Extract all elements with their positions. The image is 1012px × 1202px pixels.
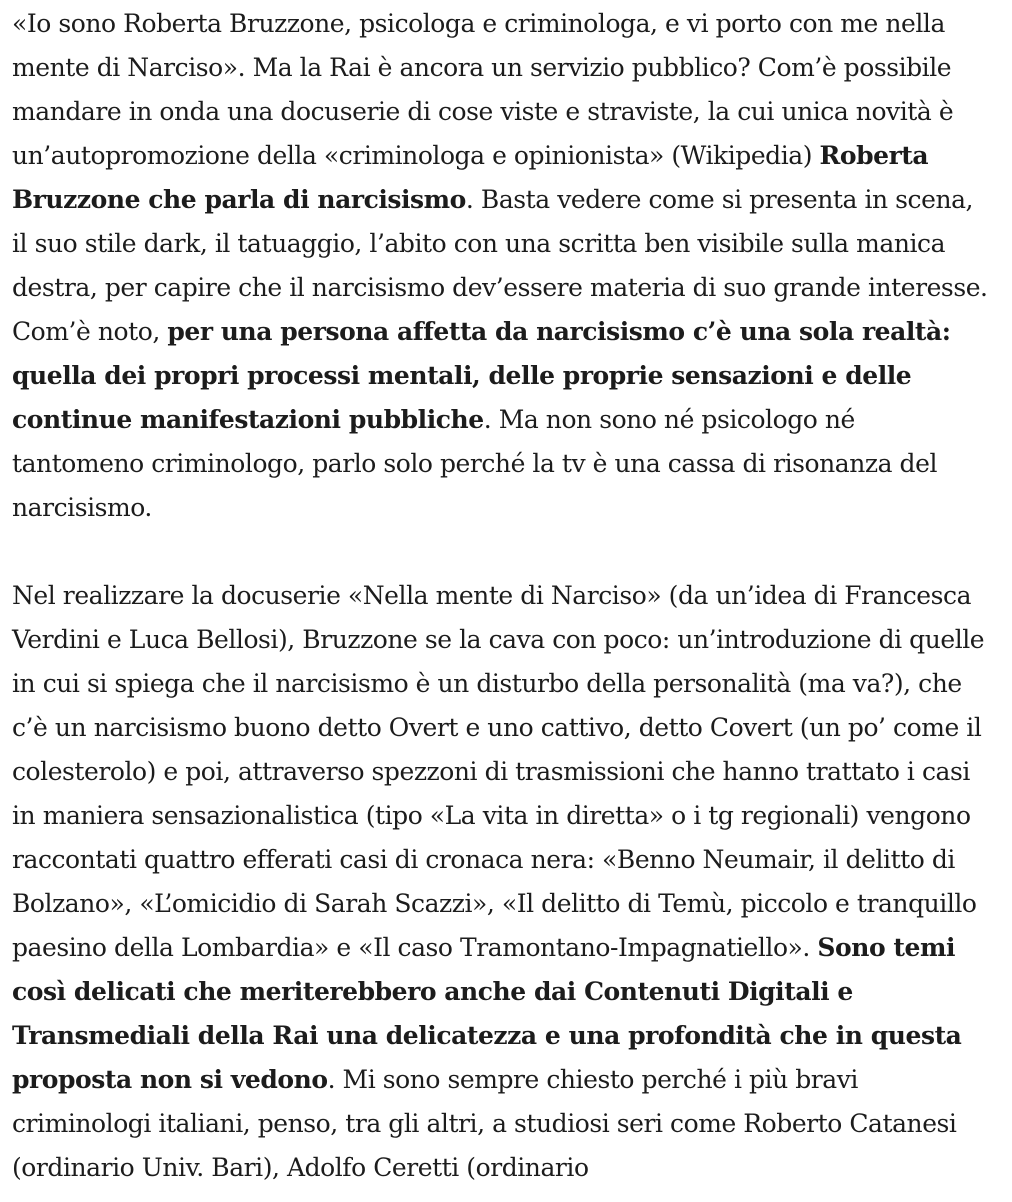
article-body bbox=[0, 2, 1012, 1190]
article-paragraph-1 bbox=[12, 2, 994, 530]
bold-highlight: Roberta Bruzzone che parla di narcisismo bbox=[12, 141, 929, 214]
article-paragraph-2 bbox=[12, 574, 994, 1190]
paragraph-text: . Mi sono sempre chiesto perché i più bravi criminologi italiani, penso, tra gli altri, a studiosi seri come Roberto Catanesi (ordinario Univ. Bari), Adolfo Ceretti (ordinario bbox=[12, 1065, 957, 1182]
paragraph-text: Nel realizzare la docuserie «Nella mente di Narciso» (da un’idea di Francesca Verdini e Luca Bellosi), Bruzzone se la cava con poco: un’introduzione di quelle in cui si spiega che il narcisismo è un disturbo della personalità (ma va?), che c’è un narcisismo buono detto Overt e uno cattivo, detto Covert (un po’ come il colesterolo) e poi, attraverso spezzoni di trasmissioni che hanno trattato i casi in maniera sensazionalistica (tipo «La vita in diretta» o i tg regionali) vengono raccontati quattro efferati casi di cronaca nera: «Benno Neumair, il delitto di Bolzano», «L’omicidio di Sarah Scazzi», «Il delitto di Temù, piccolo e tranquillo paesino della Lombardia» e «Il caso Tramontano-Impagnatiello». bbox=[12, 581, 985, 962]
paragraph-text: . Ma non sono né psicologo né tantomeno criminologo, parlo solo perché la tv è una cassa di risonanza del narcisismo. bbox=[12, 405, 937, 522]
bold-highlight: Sono temi così delicati che meriterebbero anche dai Contenuti Digitali e Transmediali della Rai una delicatezza e una profondità che in questa proposta non si vedono bbox=[12, 933, 962, 1094]
bold-highlight: per una persona affetta da narcisismo c’è una sola realtà: quella dei propri processi mentali, delle proprie sensazioni e delle continue manifestazioni pubbliche bbox=[12, 317, 951, 434]
paragraph-text: «Io sono Roberta Bruzzone, psicologa e criminologa, e vi porto con me nella mente di Narciso». Ma la Rai è ancora un servizio pubblico? Com’è possibile mandare in onda una docuserie di cose viste e straviste, la cui unica novità è un’autopromozione della «criminologa e opinionista» (Wikipedia) bbox=[12, 9, 954, 170]
paragraph-text: . Basta vedere come si presenta in scena, il suo stile dark, il tatuaggio, l’abito con una scritta ben visibile sulla manica destra, per capire che il narcisismo dev’essere materia di suo grande interesse. Com’è noto, bbox=[12, 185, 988, 346]
